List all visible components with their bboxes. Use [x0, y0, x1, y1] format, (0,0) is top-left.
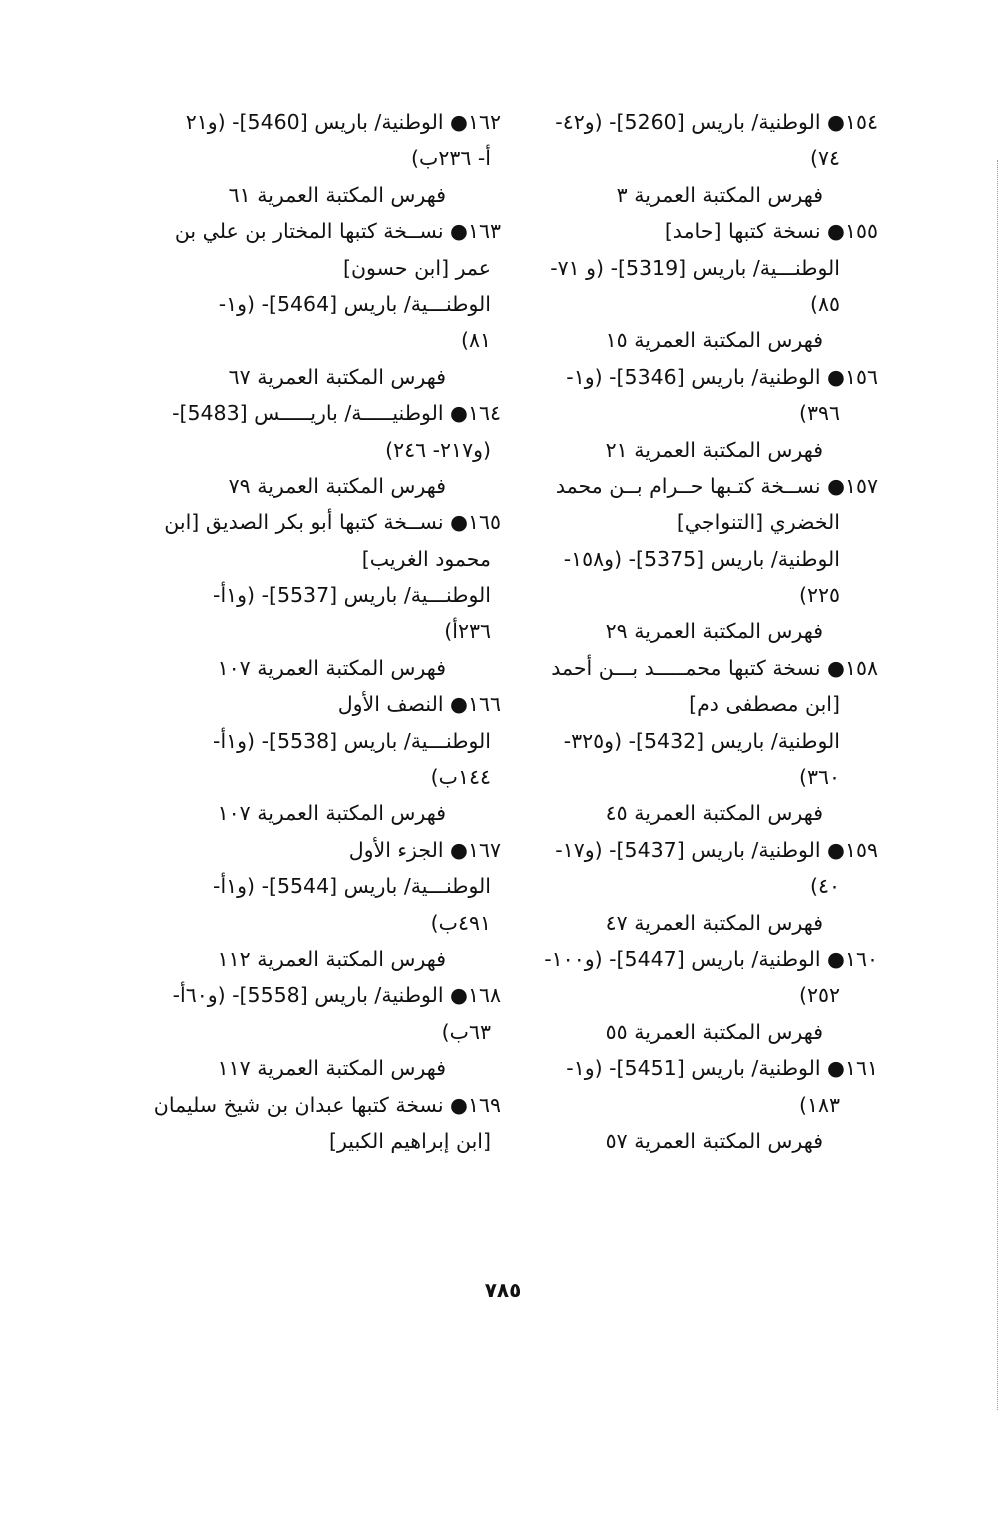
catalog-line: فهرس المكتبة العمرية ٢١: [605, 437, 823, 462]
entry-line: الوطنـــية/ باريس [5544]- (و١أ-: [213, 874, 491, 899]
entry-line: ١٦٩● نسخة كتبها عبدان بن شيخ سليمان: [153, 1092, 501, 1117]
entry-line: ١٦٧● الجزء الأول: [348, 837, 501, 862]
entry-line: ١٦٣● نســخة كتبها المختار بن علي بن: [174, 219, 501, 244]
entry-line: ١٥٩● الوطنية/ باريس [5437]- (و١٧-: [555, 837, 878, 862]
entry-line: ٦٣ب): [441, 1019, 491, 1044]
entry-line: ١٦٠● الوطنية/ باريس [5447]- (و١٠٠-: [544, 946, 878, 971]
entry-line: ١٥٧● نســخة كتـبها حــرام بــن محمد: [555, 473, 878, 498]
entry-line: ١٦٥● نســخة كتبها أبو بكر الصديق [ابن: [164, 510, 501, 535]
catalog-line: فهرس المكتبة العمرية ١١٢: [217, 946, 446, 971]
catalog-line: فهرس المكتبة العمرية ١١٧: [217, 1056, 446, 1081]
entry-line: محمود الغريب]: [361, 546, 491, 571]
entry-line: الوطنية/ باريس [5432]- (و٣٢٥-: [563, 728, 840, 753]
entry-line: ١٦٦● النصف الأول: [337, 692, 501, 717]
entry-line: ١٥٦● الوطنية/ باريس [5346]- (و١-: [566, 364, 878, 389]
page-number: ٧٨٥: [484, 1278, 522, 1302]
entry-line: ٤٠): [809, 874, 840, 899]
entry-line: ١٦٤● الوطنيـــــة/ باريـــــس [5483]-: [172, 401, 501, 426]
entry-line: الخضري [التنواجي]: [676, 510, 840, 535]
catalog-line: فهرس المكتبة العمرية ١٥: [605, 328, 823, 353]
entry-line: ٨٥): [809, 291, 840, 316]
catalog-line: فهرس المكتبة العمرية ٣: [616, 182, 823, 207]
entry-line: (و٢١٧- ٢٤٦): [385, 437, 491, 462]
entry-line: أ- ٢٣٦ب): [411, 146, 491, 171]
entry-line: ٢٢٥): [798, 583, 840, 608]
entry-line: ٢٥٢): [798, 983, 840, 1008]
entry-line: ٣٩٦): [798, 401, 840, 426]
catalog-line: فهرس المكتبة العمرية ١٠٧: [217, 801, 446, 826]
scan-edge-line: [997, 160, 998, 1410]
catalog-line: فهرس المكتبة العمرية ٥٥: [605, 1019, 823, 1044]
entry-line: [ابن إبراهيم الكبير]: [328, 1128, 491, 1153]
entry-line: ٧٤): [809, 146, 840, 171]
entry-line: ١٤٤ب): [430, 765, 491, 790]
entry-line: ١٦٢● الوطنية/ باريس [5460]- (و٢١: [185, 110, 501, 134]
entry-line: ١٥٥● نسخة كتبها [حامد]: [664, 219, 878, 244]
entry-line: ٣٦٠): [798, 765, 840, 790]
entry-line: الوطنـــية/ باريس [5464]- (و١-: [218, 291, 491, 316]
entry-line: ١٥٨● نسخة كتبها محمـــــد بـــن أحمد: [551, 655, 878, 680]
entry-line: ١٨٣): [798, 1092, 840, 1117]
catalog-line: فهرس المكتبة العمرية ٦٧: [228, 364, 446, 389]
catalog-line: فهرس المكتبة العمرية ١٠٧: [217, 655, 446, 680]
catalog-line: فهرس المكتبة العمرية ٧٩: [228, 473, 446, 498]
catalog-line: فهرس المكتبة العمرية ٤٧: [605, 910, 823, 935]
right-column: [528, 104, 878, 1159]
catalog-line: فهرس المكتبة العمرية ٥٧: [605, 1128, 823, 1153]
entry-line: عمر [ابن حسون]: [342, 255, 491, 280]
catalog-line: فهرس المكتبة العمرية ٤٥: [605, 801, 823, 826]
entry-line: الوطنـــية/ باريس [5537]- (و١أ-: [213, 583, 491, 608]
entry-line: ٢٣٦أ): [444, 619, 491, 644]
entry-line: ١٦١● الوطنية/ باريس [5451]- (و١-: [566, 1056, 878, 1081]
entry-line: ١٦٨● الوطنية/ باريس [5558]- (و٦٠أ-: [172, 983, 501, 1008]
catalog-line: فهرس المكتبة العمرية ٢٩: [605, 619, 823, 644]
catalog-line: فهرس المكتبة العمرية ٦١: [228, 182, 446, 207]
entry-line: الوطنية/ باريس [5375]- (و١٥٨-: [563, 546, 840, 571]
entry-line: الوطنـــية/ باريس [5538]- (و١أ-: [213, 728, 491, 753]
left-column: [146, 104, 501, 1159]
entry-line: ٤٩١ب): [430, 910, 491, 935]
entry-line: الوطنـــية/ باريس [5319]- (و ٧١-: [550, 255, 840, 280]
entry-line: [ابن مصطفى دم]: [689, 692, 840, 717]
entry-line: ٨١): [460, 328, 491, 353]
entry-line: ١٥٤● الوطنية/ باريس [5260]- (و٤٢-: [555, 110, 878, 134]
